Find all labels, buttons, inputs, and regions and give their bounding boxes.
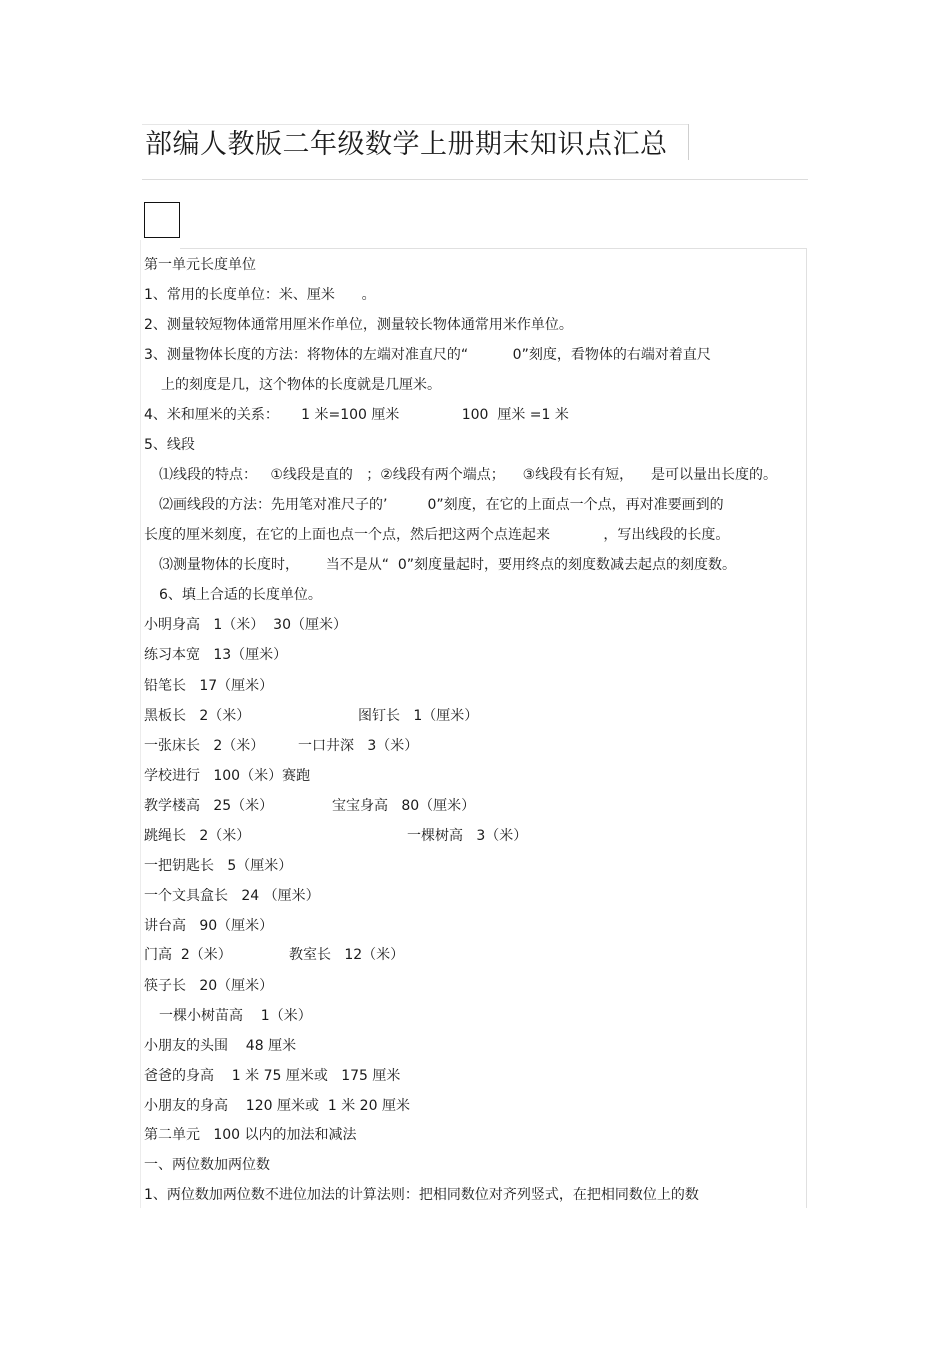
- text-line: 5、线段: [144, 437, 195, 453]
- text-line: 爸爸的身高 1 米 75 厘米或 175 厘米: [144, 1068, 401, 1084]
- text-line: 3、测量物体长度的方法：将物体的左端对准直尺的“ 0”刻度，看物体的右端对着直尺: [144, 347, 711, 363]
- text-line: 小朋友的头围 48 厘米: [144, 1038, 297, 1054]
- text-line: 6、填上合适的长度单位。: [159, 587, 322, 603]
- text-line: 小朋友的身高 120 厘米或 1 米 20 厘米: [144, 1098, 410, 1114]
- checkbox[interactable]: [144, 202, 180, 238]
- text-line: 铅笔长 17（厘米）: [144, 678, 274, 694]
- text-line: 黑板长 2（米）: [144, 708, 251, 724]
- text-line: ⑴线段的特点： ①线段是直的 ；②线段有两个端点； ③线段有长有短， 是可以量出长度的。: [159, 467, 777, 483]
- text-line: 一棵树高 3（米）: [407, 828, 528, 844]
- text-line: 4、米和厘米的关系： 1 米=100 厘米 100 厘米 =1 米: [144, 407, 569, 423]
- text-line: 2、测量较短物体通常用厘米作单位，测量较长物体通常用米作单位。: [144, 317, 573, 333]
- text-line: 一个文具盒长 24 （厘米）: [144, 888, 320, 904]
- text-line: 一、两位数加两位数: [144, 1157, 270, 1173]
- text-line: 教室长 12（米）: [289, 947, 405, 963]
- text-line: 1、常用的长度单位：米、厘米 。: [144, 287, 376, 303]
- text-line: 学校进行 100（米）赛跑: [144, 768, 311, 784]
- title-right-rule: [688, 124, 689, 160]
- text-line: 1、两位数加两位数不进位加法的计算法则：把相同数位对齐列竖式，在把相同数位上的数: [144, 1187, 699, 1203]
- text-line: 一口井深 3（米）: [298, 738, 419, 754]
- text-line: 练习本宽 13（厘米）: [144, 647, 288, 663]
- text-line: 门高 2（米）: [144, 947, 232, 963]
- page-title: 部编人教版二年级数学上册期末知识点汇总: [145, 129, 668, 160]
- text-line: 宝宝身高 80（厘米）: [332, 798, 476, 814]
- text-line: 图钉长 1（厘米）: [358, 708, 479, 724]
- text-line: 上的刻度是几，这个物体的长度就是几厘米。: [161, 377, 441, 393]
- header-divider: [142, 179, 808, 180]
- text-line: 一把钥匙长 5（厘米）: [144, 858, 293, 874]
- content-frame-top: [180, 248, 807, 249]
- text-line: 第一单元长度单位: [144, 257, 256, 273]
- content-frame-right: [806, 248, 807, 1208]
- text-line: ⑶测量物体的长度时， 当不是从“ 0”刻度量起时，要用终点的刻度数减去起点的刻度数。: [159, 557, 737, 573]
- content-frame-left: [140, 240, 141, 1208]
- text-line: 第二单元 100 以内的加法和减法: [144, 1127, 357, 1143]
- text-line: 教学楼高 25（米）: [144, 798, 274, 814]
- text-line: 筷子长 20（厘米）: [144, 978, 274, 994]
- text-line: ⑵画线段的方法：先用笔对准尺子的’ 0”刻度，在它的上面点一个点，再对准要画到的: [159, 497, 724, 513]
- text-line: 跳绳长 2（米）: [144, 828, 251, 844]
- text-line: 长度的厘米刻度，在它的上面也点一个点，然后把这两个点连起来 ，写出线段的长度。: [144, 527, 730, 543]
- text-line: 一棵小树苗高 1（米）: [159, 1008, 312, 1024]
- text-line: 讲台高 90（厘米）: [144, 918, 274, 934]
- text-line: 一张床长 2（米）: [144, 738, 265, 754]
- text-line: 小明身高 1（米） 30（厘米）: [144, 617, 347, 633]
